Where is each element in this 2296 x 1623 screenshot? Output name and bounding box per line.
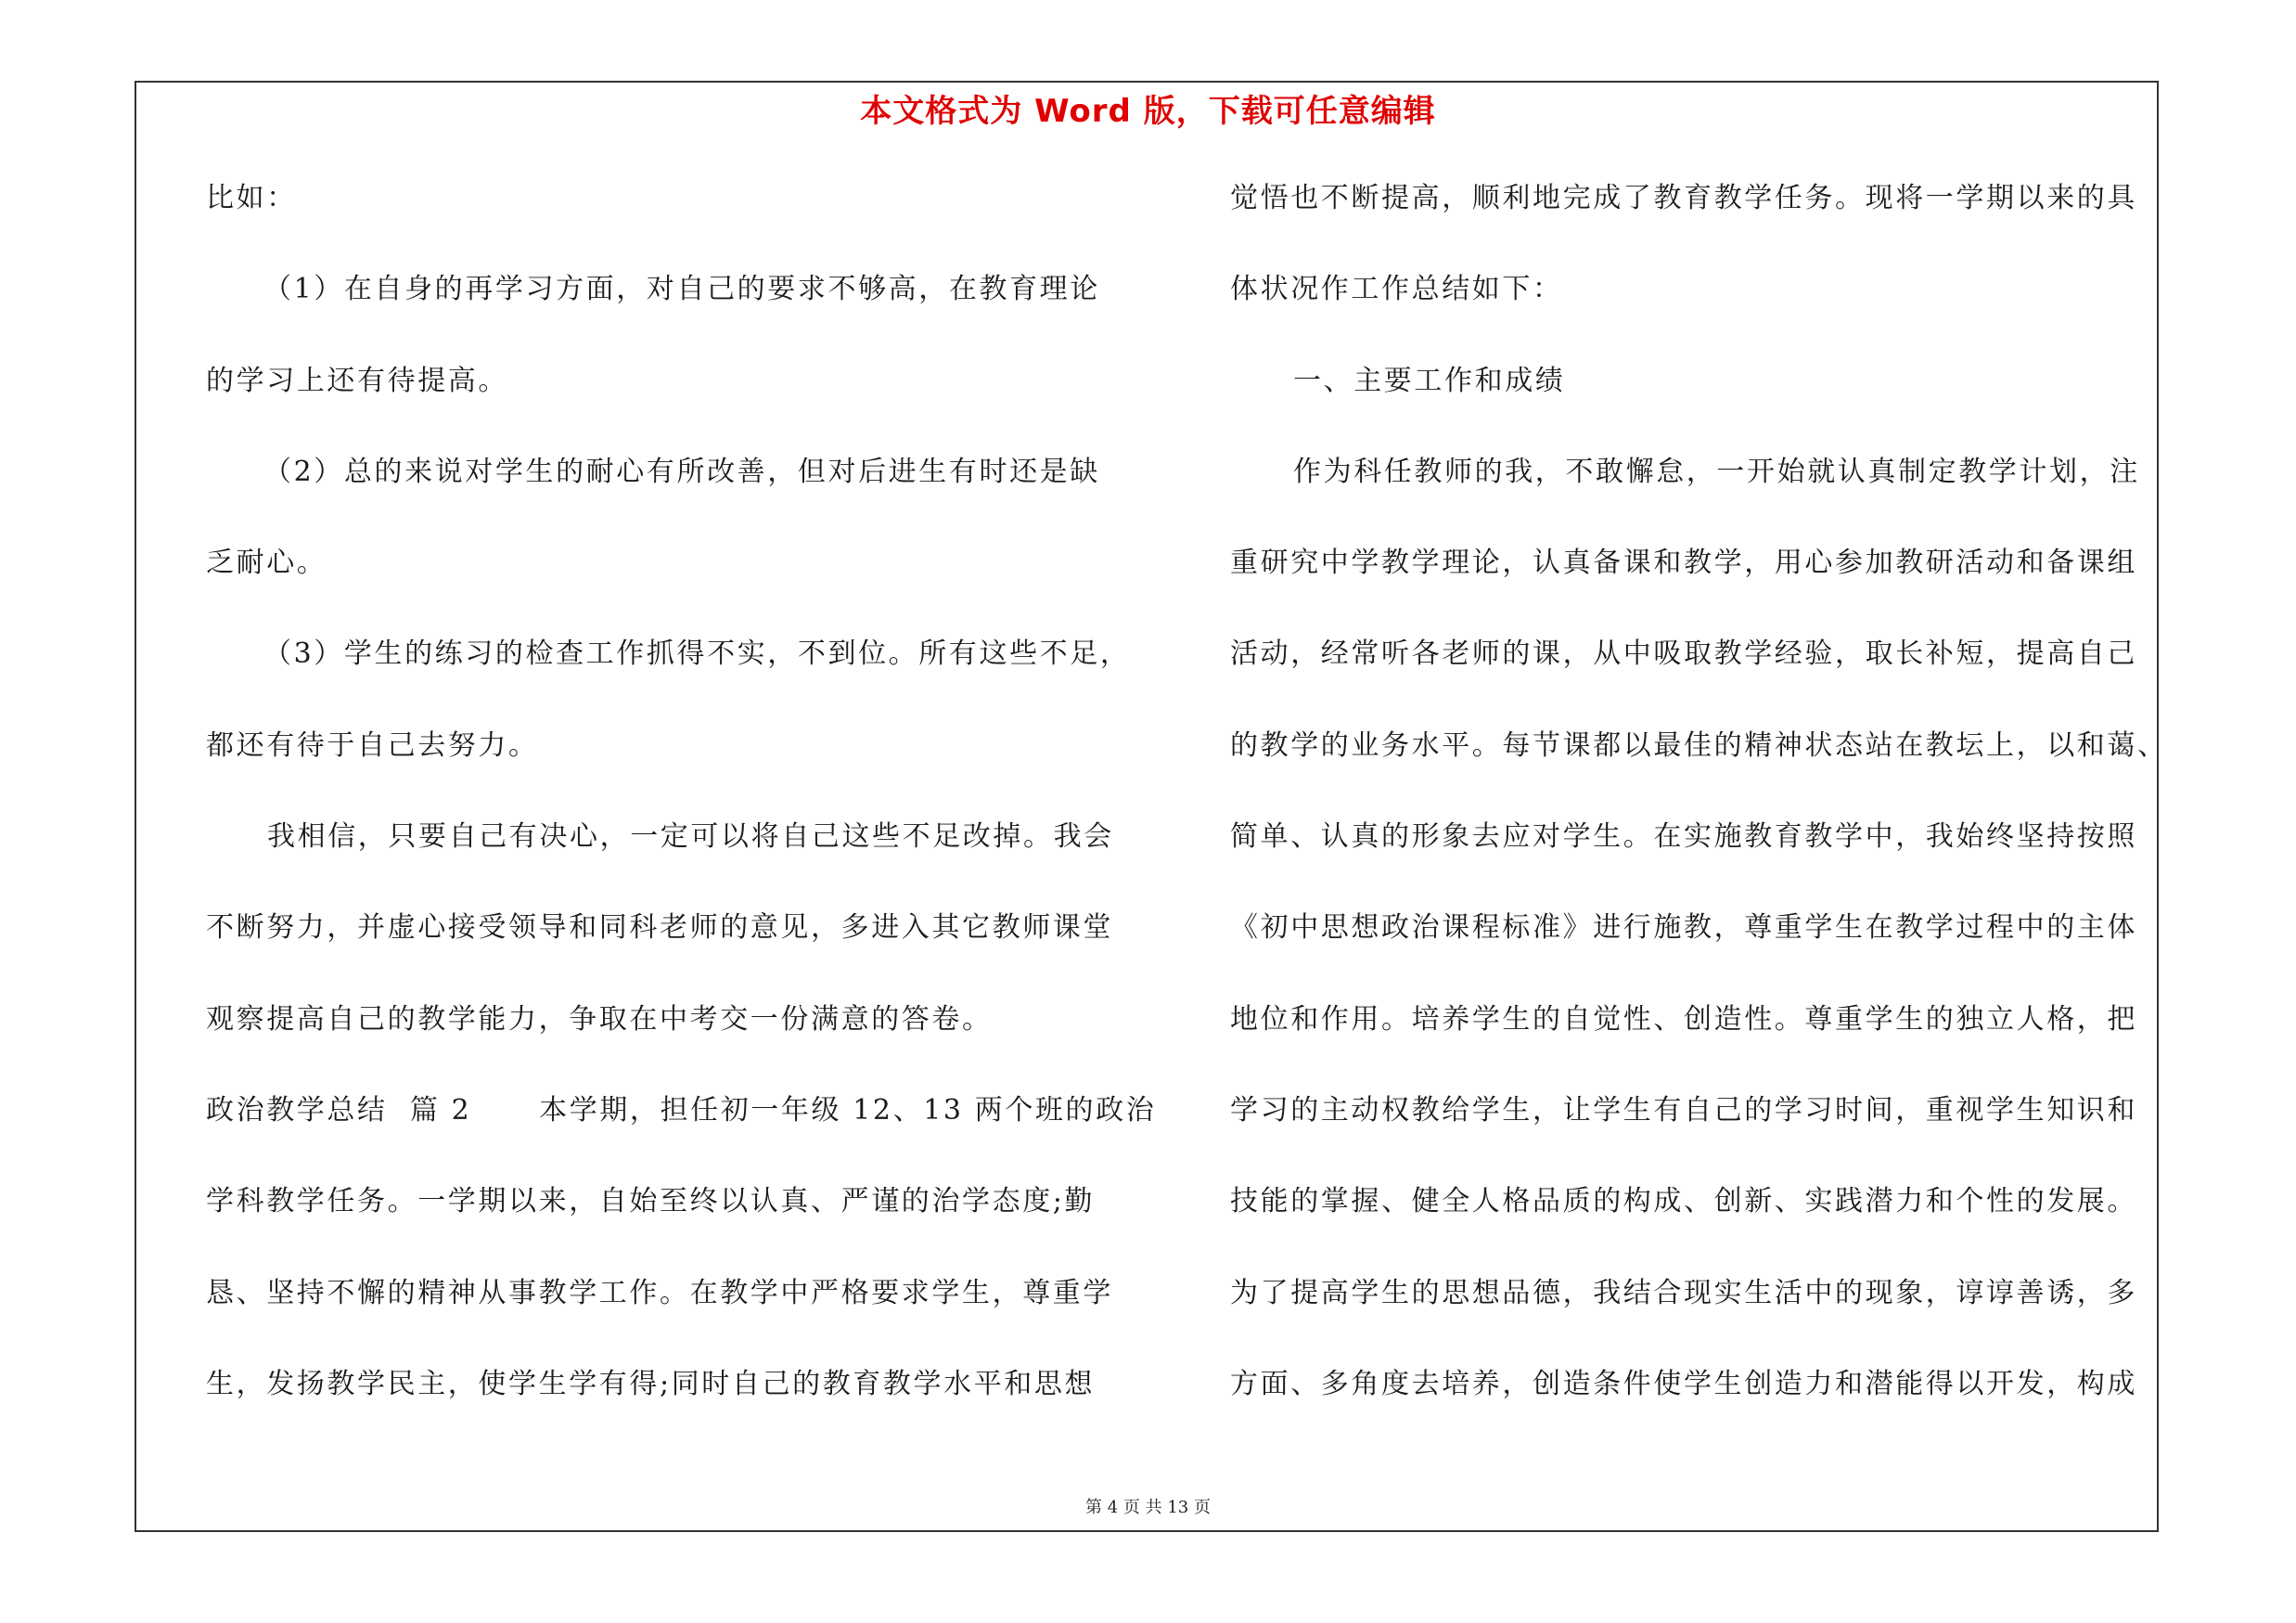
text-line: 的学习上还有待提高。 xyxy=(206,364,508,397)
section-heading: 一、主要工作和成绩 xyxy=(1293,364,1566,397)
text-line: 方面、多角度去培养，创造条件使学生创造力和潜能得以开发，构成 xyxy=(1230,1367,2137,1400)
text-line: 地位和作用。培养学生的自觉性、创造性。尊重学生的独立人格，把 xyxy=(1230,1002,2137,1036)
text-line: 为了提高学生的思想品德，我结合现实生活中的现象，谆谆善诱，多 xyxy=(1230,1276,2137,1309)
text-line: 乏耐心。 xyxy=(206,547,327,580)
text-line: 都还有待于自己去努力。 xyxy=(206,728,539,762)
text-line: 不断努力，并虚心接受领导和同科老师的意见，多进入其它教师课堂 xyxy=(206,911,1113,945)
text-line: 生，发扬教学民主，使学生学有得;同时自己的教育教学水平和思想 xyxy=(206,1367,1096,1400)
text-line: 比如： xyxy=(206,182,297,214)
right-column xyxy=(1230,183,2167,1460)
header-banner: 本文格式为 Word 版，下载可任意编辑 xyxy=(860,93,1436,130)
text-line: 简单、认真的形象去应对学生。在实施教育教学中，我始终坚持按照 xyxy=(1230,820,2137,854)
text-line: 作为科任教师的我，不敢懈怠，一开始就认真制定教学计划，注 xyxy=(1293,455,2140,488)
page-number-footer: 第 4 页 共 13 页 xyxy=(1085,1498,1211,1517)
text-line: 学习的主动权教给学生，让学生有自己的学习时间，重视学生知识和 xyxy=(1230,1093,2137,1127)
text-line: （1）在自身的再学习方面，对自己的要求不够高，在教育理论 xyxy=(263,273,1100,306)
text-line: 活动，经常听各老师的课，从中吸取教学经验，取长补短，提高自己 xyxy=(1230,638,2137,671)
left-column xyxy=(206,182,1157,1460)
text-line: 的教学的业务水平。每节课都以最佳的精神状态站在教坛上，以和蔼、 xyxy=(1230,728,2168,762)
text-line: （2）总的来说对学生的耐心有所改善，但对后进生有时还是缺 xyxy=(263,455,1100,488)
text-line: 恳、坚持不懈的精神从事教学工作。在教学中严格要求学生，尊重学 xyxy=(206,1276,1113,1309)
text-line: 学科教学任务。一学期以来，自始至终以认真、严谨的治学态度;勤 xyxy=(206,1185,1096,1218)
text-line: 技能的掌握、健全人格品质的构成、创新、实践潜力和个性的发展。 xyxy=(1230,1185,2137,1218)
section-heading-line: 政治教学总结 篇 2 本学期，担任初一年级 12、13 两个班的政治 xyxy=(206,1093,1157,1127)
text-line: 觉悟也不断提高，顺利地完成了教育教学任务。现将一学期以来的具 xyxy=(1230,182,2137,214)
text-line: 《初中思想政治课程标准》进行施教，尊重学生在教学过程中的主体 xyxy=(1230,911,2137,945)
text-line: 体状况作工作总结如下： xyxy=(1230,273,1563,306)
text-line: 重研究中学教学理论，认真备课和教学，用心参加教研活动和备课组 xyxy=(1230,547,2137,580)
text-line: （3）学生的练习的检查工作抓得不实，不到位。所有这些不足， xyxy=(263,638,1131,671)
text-line: 观察提高自己的教学能力，争取在中考交一份满意的答卷。 xyxy=(206,1002,993,1036)
text-line: 我相信，只要自己有决心，一定可以将自己这些不足改掉。我会 xyxy=(267,820,1114,854)
